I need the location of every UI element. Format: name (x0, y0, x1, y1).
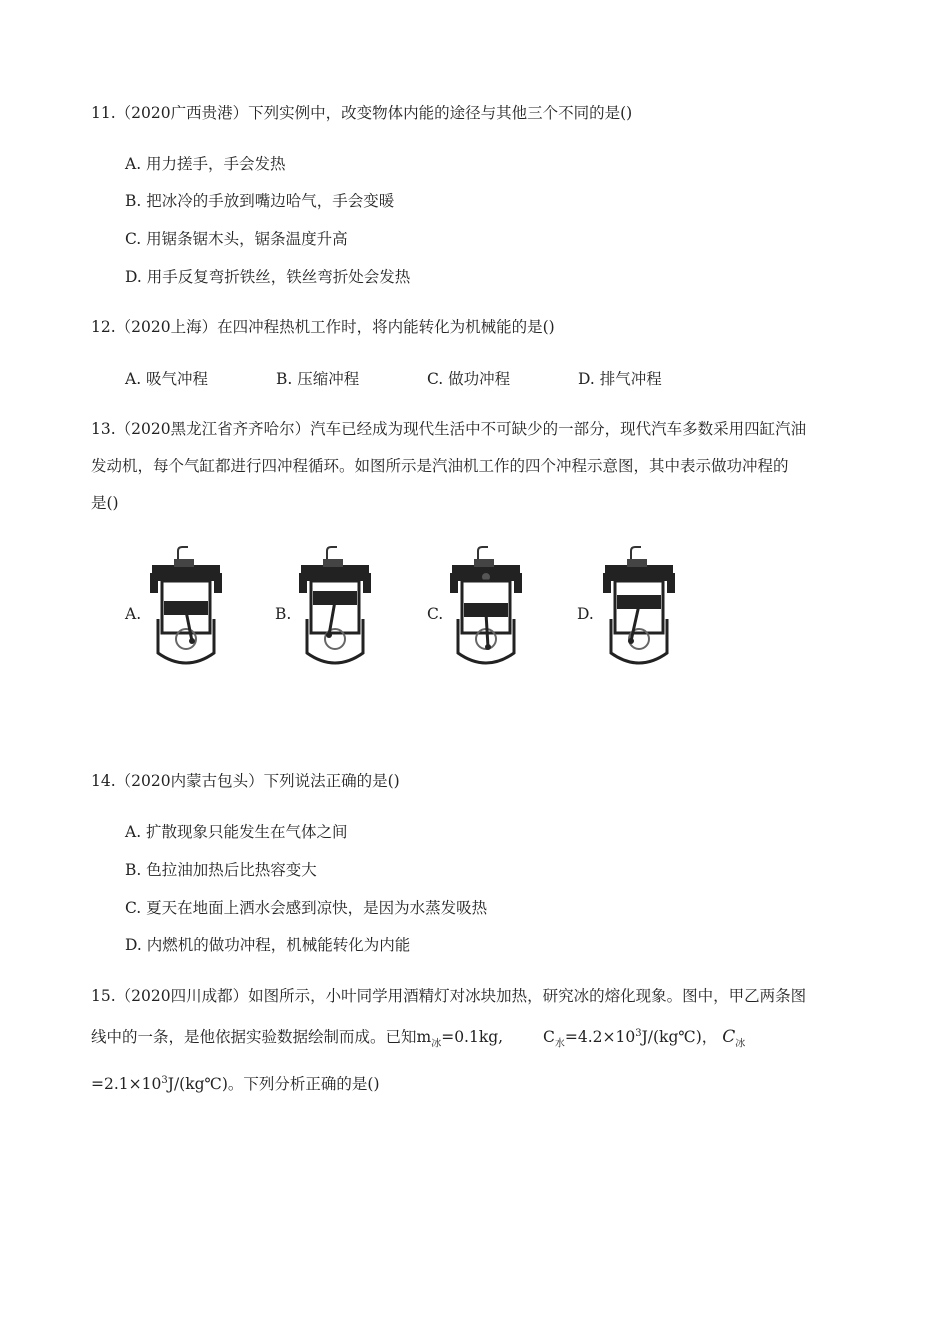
q12-option-a: A. 吸气冲程 (125, 370, 209, 388)
q14-option-d: D. 内燃机的做功冲程，机械能转化为内能 (125, 936, 411, 954)
engine-diagram-d (601, 545, 677, 665)
q15-sup-1: 3 (635, 1028, 642, 1039)
question-11-stem: 11.（2020广西贵港）下列实例中，改变物体内能的途径与其他三个不同的是() (91, 104, 633, 122)
q15-sub-ice: 冰 (431, 1038, 442, 1050)
engine-label-a: A. (125, 605, 142, 623)
q12-option-c: C. 做功冲程 (427, 370, 511, 388)
q15-sub-ice-2: 冰 (735, 1038, 746, 1050)
question-15-stem (91, 978, 861, 1103)
q15-line-1: 15.（2020四川成都）如图所示，小叶同学用酒精灯对冰块加热，研究冰的熔化现象。图中，甲乙两条图 (91, 987, 807, 1005)
q13-line-1: 13.（2020黑龙江省齐齐哈尔）汽车已经成为现代生活中不可缺少的一部分，现代汽车多数采用四缸汽油 (91, 420, 807, 438)
q14-option-a: A. 扩散现象只能发生在气体之间 (125, 823, 348, 841)
question-14-stem: 14.（2020内蒙古包头）下列说法正确的是() (91, 772, 400, 790)
q14-option-b: B. 色拉油加热后比热容变大 (125, 861, 317, 879)
q15-line-3-text: J/(kg℃)。下列分析正确的是() (167, 1075, 380, 1094)
engine-diagram-a (148, 545, 224, 665)
question-13-stem (91, 411, 861, 522)
q15-mass-value: =0.1kg, (441, 1028, 504, 1047)
q15-c-water-symbol: C (542, 1028, 555, 1047)
q11-option-b: B. 把冰冷的手放到嘴边哈气，手会变暖 (125, 192, 395, 210)
q15-c-ice-value: =2.1×10 (91, 1075, 162, 1094)
q15-line-2 (91, 1015, 861, 1062)
engine-label-b: B. (275, 605, 292, 623)
engine-label-c: C. (427, 605, 444, 623)
q12-option-b: B. 压缩冲程 (276, 370, 360, 388)
q13-line-2: 发动机，每个气缸都进行四冲程循环。如图所示是汽油机工作的四个冲程示意图，其中表示做功冲程的 (91, 457, 789, 475)
q15-c-water-unit: J/(kg℃)， (641, 1028, 718, 1047)
q15-sub-water: 水 (554, 1038, 565, 1050)
q12-option-d: D. 排气冲程 (578, 370, 662, 388)
q15-c-water-value: =4.2×10 (564, 1028, 636, 1047)
q11-option-a: A. 用力搓手，手会发热 (125, 155, 286, 173)
q12-options (125, 367, 729, 389)
q15-line-2-text: 线中的一条，是他依据实验数据绘制而成。已知m (91, 1028, 432, 1047)
engine-diagram-b (297, 545, 373, 665)
q11-option-c: C. 用锯条锯木头，锯条温度升高 (125, 230, 348, 248)
question-12-stem: 12.（2020上海）在四冲程热机工作时，将内能转化为机械能的是() (91, 318, 555, 336)
q11-option-d: D. 用手反复弯折铁丝，铁丝弯折处会发热 (125, 268, 411, 286)
q15-c-ice-symbol: C (722, 1027, 736, 1048)
q14-option-c: C. 夏天在地面上洒水会感到凉快，是因为水蒸发吸热 (125, 899, 488, 917)
q15-line-3 (91, 1062, 861, 1103)
engine-diagram-c (448, 545, 524, 665)
engine-label-d: D. (577, 605, 594, 623)
q13-line-3: 是() (91, 494, 119, 512)
q15-sup-2: 3 (161, 1075, 168, 1087)
